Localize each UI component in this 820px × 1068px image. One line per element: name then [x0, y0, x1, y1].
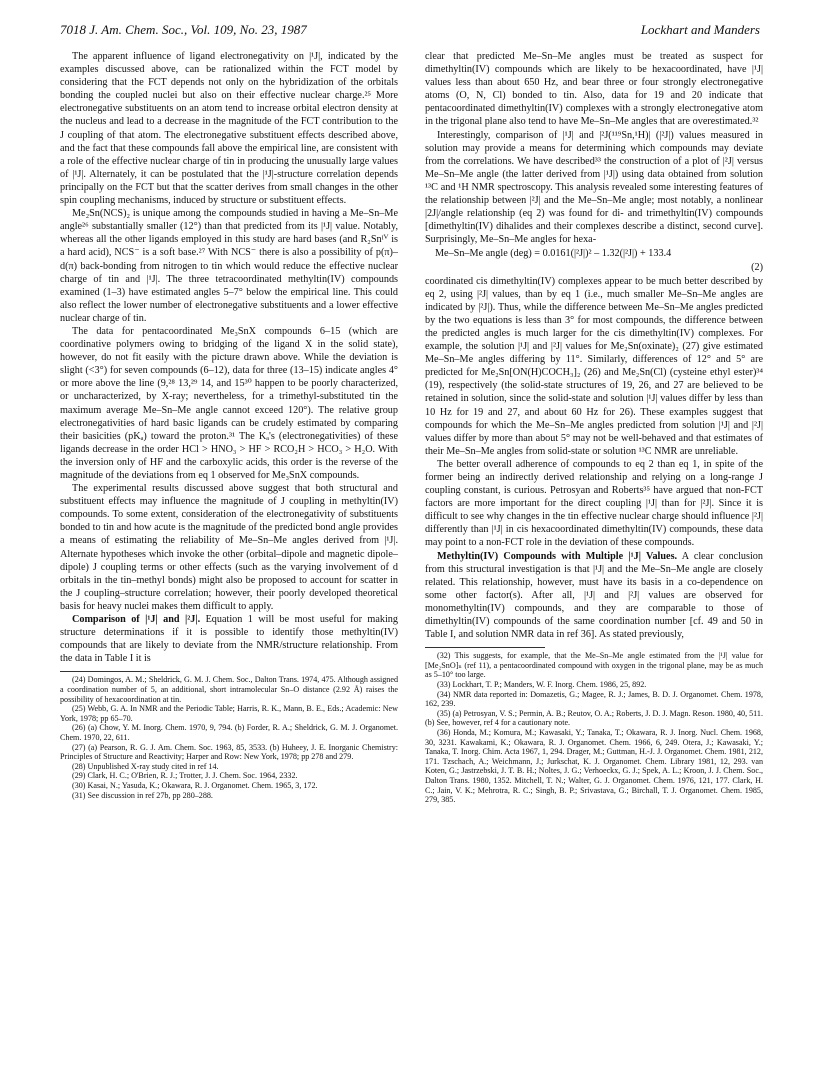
- left-column: [60, 50, 398, 800]
- footnote: (26) (a) Chow, Y. M. Inorg. Chem. 1970, 9, 794. (b) Forder, R. A.; Sheldrick, G. M. J. Organomet. Chem. 1970, 22, 611.: [60, 723, 398, 742]
- footnote: (29) Clark, H. C.; O'Brien, R. J.; Trotter, J. J. Chem. Soc. 1964, 2332.: [72, 771, 298, 781]
- paragraph: Me₂Sn(NCS)₂ is unique among the compounds studied in having a Me–Sn–Me angle²⁶ substantially smaller (12°) than that predicted from its |¹J| value. Notably, whereas all the other ligands employed in this study are hard bases (and R₂Snᴵⱽ is a hard acid), NCS⁻ is a soft base.²⁷ With NCS⁻ there is also a possibility of p(π)–d(π) back-bonding from nitrogen to tin which would reduce the effective nuclear charge of tin and |¹J|. The three tetracoordinated methyltin(IV) compounds examined (1–3) have estimated angles 5–7° below the empirical line. This could also reflect the lower number of electronegative substituents and a lower effective nuclear charge of tin.: [60, 208, 398, 324]
- author-running-head: Lockhart and Manders: [640, 22, 760, 37]
- footnote: (30) Kasai, N.; Yasuda, K.; Okawara, R. J. Organomet. Chem. 1965, 3, 172.: [72, 780, 318, 790]
- footnote: (31) See discussion in ref 27b, pp 280–288.: [72, 790, 213, 800]
- paragraph: coordinated cis dimethyltin(IV) complexes appear to be much better described by eq 2, using |²J| values, than by eq 1 (i.e., much smaller Me–Sn–Me angles are indicated by |²J|). Thus, while the difference between Me–Sn–Me angles predicted by the two equations is less than 3° for most compounds, the difference between the predicted angles is much larger for the cis dimethyltin(IV) complexes. For example, the solution |¹J| and |²J| values for Me₂Sn(oxinate)₂ (27) give estimated Me–Sn–Me angles differing by 11°. Similarly, differences of 12° and 5° are predicted for Me₂Sn[ON(H)COCH₃]₂ (26) and Me₂Sn(Cl) (cysteine ethyl ester)³⁴ (19), respectively (the solid-state structures of 19, 26, and 27 are believed to be retained in solution, since the solid-state and solution |¹J| values differ by less than 10 Hz for 19 and 27, and about 60 Hz for 26). These examples suggest that compounds for which the Me–Sn–Me angles predicted from solution |¹J| and |²J| values differ by more than about 5° may not be well-behaved and that estimates of their Me–Sn–Me angles from solid-state or solution ¹³C NMR are unreliable.: [425, 275, 763, 457]
- footnote: (28) Unpublished X-ray study cited in ref 14.: [72, 761, 219, 771]
- equation-number-row: [425, 260, 763, 275]
- paragraph: The apparent influence of ligand electronegativity on |¹J|, indicated by the examples discussed above, can be rationalized within the FCT model by considering that the FCT depends not only on the hybridization of the orbitals bonding the coupled nuclei but also on their effective nuclear charge.²⁵ More electronegative substituents on an atom tend to increase orbital electron density at the nucleus and lead to a decrease in the magnitude of the FCT contribution to the J coupling of that atom. The electronegative substituent effects described above, and the fact that these compounds fall above the empirical line, are consistent with a role of the effective nuclear charge of tin in producing the unusually large values of |¹J|. Alternately, it can be postulated that the |¹J|-structure correlation depends principally on the FCT but that the scatter derives from small changes in the other spin coupling mechanisms, induced by structure or substituent effects.: [60, 51, 398, 207]
- right-column: [425, 50, 763, 805]
- footnote-rule: [425, 647, 545, 648]
- section-paragraph: [60, 613, 398, 665]
- footnote-rule: [60, 671, 180, 672]
- paragraph: The data for pentacoordinated Me₃SnX compounds 6–15 (which are coordinative polymers owing to bridging of the ligand X in the solid state), however, do not fit easily with the picture drawn above. While the deviation is slight (<3°) for seven compounds (6–12), data for three (13–15) indicate angles 4° or more above the line (9,²⁸ 13,²⁹ 14, and 15³⁰ happen to be poorly characterized, or uncharacterized, by X-ray; nevertheless, for a trimethyl-substituted tin the maximum average Me–Sn–Me angle cannot exceed 120°). The relative group electronegativities of hard basic ligands can be crudely estimated by comparing their basicities (pKₐ) toward the proton.³¹ The Kₐ's (electronegativities) of these ligands decrease in the order HCl > HNO₃ > HF > RCO₂H > HCO₃ > H₂O. With the inversion only of HF and the carboxylic acids, this order is the reverse of the magnitude of the deviations from eq 1 observed for Me₃SnX compounds.: [60, 325, 398, 481]
- equation-number: (2): [751, 261, 763, 273]
- journal-citation: 7018 J. Am. Chem. Soc., Vol. 109, No. 23, 1987: [60, 22, 307, 37]
- footnote: (34) NMR data reported in: Domazetis, G.; Magee, R. J.; James, B. D. J. Organomet. Chem. 1978, 162, 239.: [425, 689, 763, 709]
- section-heading: Comparison of |¹J| and |²J|.: [72, 614, 201, 626]
- footnote: (32) This suggests, for example, that the Me–Sn–Me angle estimated from the |¹J| value for [Me₂SnO]ₙ (ref 11), a pentacoordinated compound with oxygen in the trigonal plane, may be as much as 5–10° too large.: [425, 651, 763, 680]
- paragraph: The better overall adherence of compounds to eq 2 than eq 1, in spite of the former being an indirectly derived relationship and relying on a long-range J coupling constant, is curious. Petrosyan and Roberts³⁵ have argued that non-FCT factors are more important for the direct coupling |¹J| than for |²J|. Since it is difficult to see why changes in the tin effective nuclear charge should influence |²J| differently than |¹J| in cis hexacoordinated dimethyltin(IV) compounds, these data may point to a non-FCT role in the deviation of these compounds.: [425, 458, 763, 549]
- section-text: A clear conclusion from this structural investigation is that |¹J| and the Me–Sn–Me angle are closely related. This relationship, however, must have its basis in a co-dependence on some other factor(s). After all, |¹J| and |²J| values are observed for monomethyltin(IV) compounds, and they are comparable to those of dimethyltin(IV) compounds of the same coordination number [cf. 49 and 50 in Table I, and solution NMR data in ref 36]. As stated previously,: [425, 550, 763, 641]
- equation-text: Me–Sn–Me angle (deg) = 0.0161(|²J|)² – 1.32(|²J|) + 133.4: [435, 248, 672, 260]
- footnote: (24) Domingos, A. M.; Sheldrick, G. M. J. Chem. Soc., Dalton Trans. 1974, 475. Although assigned a coordination number of 5, an additional, short intramolecular Sn–O distance (2.92 Å) raises the possibility of hexacoordination at tin.: [60, 675, 398, 704]
- paragraph: clear that predicted Me–Sn–Me angles must be treated as suspect for dimethyltin(IV) compounds which are likely to be hexacoordinated, have |¹J| values less than about 650 Hz, and bear three or four strongly electronegative atoms (O, N, Cl) bonded to tin. Also, data for 19 and 20 indicate that pentacoordinated dimethyltin(IV) complexes with a strongly electronegative atom in the trigonal plane also tend to have Me–Sn–Me angles that are overestimated.³²: [425, 51, 763, 128]
- section-paragraph: [425, 550, 763, 642]
- paragraph: The experimental results discussed above suggest that both structural and substituent effects may influence the magnitude of J coupling in methyltin(IV) compounds. To some extent, consideration of the electronegativity of substituents bonded to tin and how acute is the magnitude of the predicted bond angle provides a means of estimating the reliability of Me–Sn–Me angles derived from |¹J|. Alternate hypotheses which invoke the other (orbital–dipole and magnetic dipole–dipole) J coupling terms or other effects (such as the varying involvement of d orbitals in the tin–methyl bonds) might also be proposed to account for scatter in the J coupling–structure correlation; however, their poorly developed theoretical basis for heavy nuclei makes them difficult to apply.: [60, 483, 398, 612]
- running-header: [60, 22, 760, 40]
- footnote: (35) (a) Petrosyan, V. S.; Permin, A. B.; Reutov, O. A.; Roberts, J. D. J. Magn. Reson. 1980, 40, 511. (b) See, however, ref 4 for a cautionary note.: [425, 708, 763, 728]
- section-text: Equation 1 will be most useful for making structure determinations if it is possible to identify those methyltin(IV) compounds that are likely to deviate from the NMR/structure relationship. From the data in Table I it is: [60, 614, 398, 665]
- paragraph: Interestingly, comparison of |¹J| and |²J(¹¹⁹Sn,¹H)| (|²J|) values measured in solution may provide a means for determining which compounds may deviate from the correlations. We have described³³ the construction of a plot of |²J| versus Me–Sn–Me angle (the latter derived from |¹J|) using data obtained from solution ¹³C and ¹H NMR spectroscopy. This analysis revealed some interesting features of the relationship between |²J| and the Me–Sn–Me angle; most notably, a nonlinear |2J|/angle relationship (eq 2) was found for di- and trimethyltin(IV) compounds [dimethyltin(IV) dihalides and their complexes describe a distinct, second curve]. Surprisingly, Me–Sn–Me angles for hexa-: [425, 129, 763, 246]
- footnote: (27) (a) Pearson, R. G. J. Am. Chem. Soc. 1963, 85, 3533. (b) Huheey, J. E. Inorganic Chemistry: Principles of Structure and Reactivity; Harper and Row: New York, 1978; pp 278 and 279.: [60, 742, 398, 762]
- section-heading: Methyltin(IV) Compounds with Multiple |¹J| Values.: [437, 550, 678, 562]
- footnote: (33) Lockhart, T. P.; Manders, W. F. Inorg. Chem. 1986, 25, 892.: [437, 680, 647, 689]
- footnote: (36) Honda, M.; Komura, M.; Kawasaki, Y.; Tanaka, T.; Okawara, R. J. Inorg. Nucl. Chem. 1968, 30, 3231. Kawakami, K.; Okawara, R. J. Organomet. Chem. 1966, 6, 249. Otera, J.; Kawasaki, Y.; Tanaka, T. Inorg. Chim. Acta 1967, 1, 294. Drager, M.; Guttman, H.-J. J. Organomet. Chem. 1981, 212, 171. Tzschach, A.; Weichmann, J.; Jurkschat, K. J. Organomet. Chem. Library 1981, 12, 293. van Koten, G.; Jastrzebski, J. T. B. H.; Noltes, J. G.; Verhoeckx, G. J.; Spek, A. L.; Kroon, J. J. Chem. Soc., Dalton Trans. 1980, 1352. Mitchell, T. N.; Walter, G. J. Organomet. Chem. 1976, 121, 177. Clark, H. C.; Jain, V. K.; Mehrotra, R. C.; Singh, B. P.; Srivastava, G.; Birchall, T. J. Organomet. Chem. 1985, 279, 385.: [425, 727, 763, 805]
- footnote: (25) Webb, G. A. In NMR and the Periodic Table; Harris, R. K., Mann, B. E., Eds.; Academic: New York, 1978; pp 65–70.: [60, 704, 398, 723]
